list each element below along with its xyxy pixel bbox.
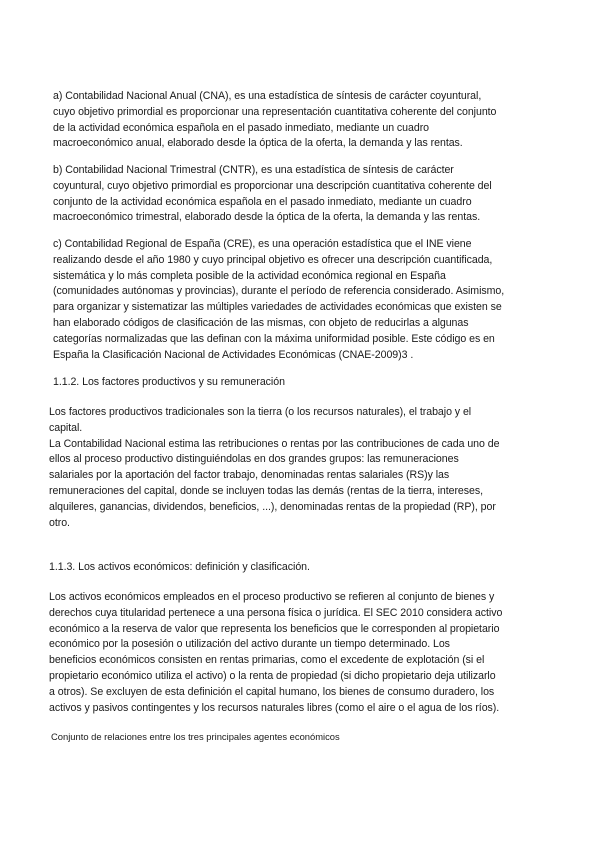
text-line: remuneraciones del capital, donde se incluyen todas las demás (rentas de la tierra, intereses, (49, 484, 484, 497)
text-line: b) Contabilidad Nacional Trimestral (CNTR), es una estadística de síntesis de carácter (53, 164, 454, 176)
section-heading-1-1-2 (53, 375, 285, 391)
text-line: capital. (49, 421, 83, 434)
text-line: cuyo objetivo primordial es proporcionar una representación cuantitativa coherente del conjunto (53, 105, 497, 118)
text-line: c) Contabilidad Regional de España (CRE), es una operación estadística que el INE viene (53, 238, 472, 250)
text-line: (comunidades autónomas y provincias), durante el período de referencia considerado. Asimismo, (53, 285, 505, 298)
text-line: sistemática y lo más completa posible de la actividad económica regional en España (53, 269, 446, 282)
text-line: Los factores productivos tradicionales son la tierra (o los recursos naturales), el trabajo y el (49, 406, 472, 418)
figure-caption-text: Conjunto de relaciones entre los tres principales agentes económicos (51, 731, 340, 742)
text-line: propietario económico utiliza el activo) o la renta de propiedad (si dicho propietario deja utilizarlo (49, 669, 496, 682)
paragraph-cna (53, 89, 496, 152)
paragraph-activos (49, 590, 502, 716)
text-line: otro. (49, 516, 70, 529)
text-line: España la Clasificación Nacional de Actividades Económicas (CNAE-2009)3 . (53, 348, 414, 361)
section-heading-text: 1.1.2. Los factores productivos y su remuneración (53, 376, 285, 388)
text-line: ellos al proceso productivo distinguiéndolas en dos grandes grupos: las remuneraciones (49, 453, 459, 466)
text-line: Los activos económicos empleados en el proceso productivo se refieren al conjunto de bienes y (49, 591, 495, 603)
text-line: macroeconómico anual, elaborado desde la óptica de la oferta, la demanda y las rentas. (53, 137, 463, 150)
text-line: a) Contabilidad Nacional Anual (CNA), es una estadística de síntesis de carácter coyuntural, (53, 90, 482, 102)
text-line: económico a la reserva de valor que representa los beneficios que le corresponden al propietario (49, 622, 500, 635)
text-line: macroeconómico trimestral, elaborado desde la óptica de la oferta, la demanda y las rentas. (53, 211, 481, 224)
text-line: beneficios económicos consisten en rentas primarias, como el excedente de explotación (si el (49, 654, 485, 667)
text-line: activos y pasivos contingentes y los recursos naturales libres (como el aire o el agua de los ríos). (49, 701, 500, 714)
text-line: económico por la posesión o utilización del activo durante un tiempo determinado. Los (49, 638, 450, 651)
text-line: han elaborado códigos de clasificación de las mismas, con objeto de reducirlas a algunas (53, 316, 469, 329)
section-heading-1-1-3 (49, 560, 310, 576)
text-line: a otros). Se excluyen de esta definición el capital humano, los bienes de consumo duradero, los (49, 685, 495, 698)
text-line: para organizar y sistematizar las múltiples variedades de actividades económicas que existen se (53, 301, 502, 314)
paragraph-cre (53, 237, 504, 363)
text-line: conjunto de la actividad económica española en el pasado inmediato, mediante un cuadro (53, 195, 472, 208)
text-line: derechos cuya titularidad pertenece a una persona física o jurídica. El SEC 2010 considera activo (49, 606, 503, 619)
text-line: La Contabilidad Nacional estima las retribuciones o rentas por las contribuciones de cada uno de (49, 437, 500, 450)
text-line: realizando desde el año 1980 y cuyo principal objetivo es ofrecer una descripción cuantificada, (53, 253, 493, 266)
text-line: salariales por la aportación del factor trabajo, denominadas rentas salariales (RS)y las (49, 469, 450, 482)
text-line: coyuntural, cuyo objetivo primordial es proporcionar una descripción cuantitativa coherente del (53, 179, 492, 192)
text-line: categorías normalizadas que las definan con la máxima uniformidad posible. Este código es en (53, 332, 495, 345)
figure-caption (51, 730, 340, 743)
paragraph-cntr (53, 163, 492, 226)
section-heading-text: 1.1.3. Los activos económicos: definición y clasificación. (49, 561, 310, 573)
text-line: alquileres, ganancias, dividendos, beneficios, ...), denominadas rentas de la propiedad (RP), por (49, 500, 496, 513)
paragraph-factores (49, 405, 499, 531)
text-line: de la actividad económica española en el pasado inmediato, mediante un cuadro (53, 121, 430, 134)
